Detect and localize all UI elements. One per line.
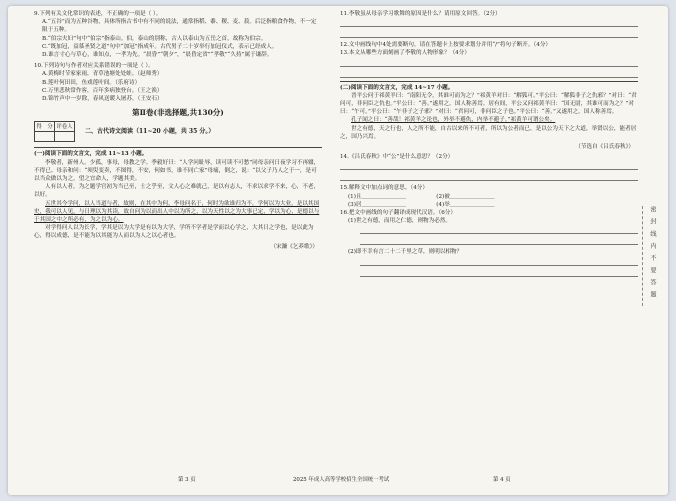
exam-title: 2025 年成人高等学校招生全国统一考试 <box>293 477 390 483</box>
q10-option-d: D.锦竹声中一岁除，春风送暖入屠苏。（王安石） <box>42 96 163 103</box>
question-13: 13.本文从哪些方面刻画了李敬的人物形象？（4分） <box>340 50 470 57</box>
divider <box>34 147 322 148</box>
q15-row-1 <box>340 193 638 201</box>
exam-sheet <box>8 6 668 495</box>
question-11: 11.李敬虽从母亲学习歌舞的原因是什么？请用原文回答。（2分） <box>340 11 501 17</box>
q10-option-c: C.万里悲秋常作客，百年多病独登台。（王之涣） <box>42 87 163 94</box>
answer-line[interactable] <box>360 237 638 245</box>
q16-item-2: (2)即不幸有言二十二千里之草，则明以相物？ <box>348 249 463 256</box>
reading2-paragraph-3: 世之有德，天之行也，人之所不能，自古以来所不可者，所以为公者而已，是以公为天下之大道，举贤以公，能者居之，国乃兴焉。 <box>340 125 637 140</box>
q9-stem: 9.下列有关文化常识的表述，不正确的一项是（ ）。 <box>34 11 162 17</box>
question-9 <box>34 10 322 59</box>
q10-stem: 10.下列诗句与作者对应关系错误的一项是（ ）。 <box>34 63 154 70</box>
reading1-source: （宋濂《乞养歌》） <box>270 243 318 250</box>
question-10 <box>34 62 322 103</box>
reading2-paragraph-1: 晋平公问于祁黄羊曰：“南阳无令，其谁可而为之？”祁黄羊对曰：“解狐可。”平公曰：“解狐非子之仇邪？”对曰：“君问可，非问臣之仇也。”平公曰：“善。”遂用之。国人称善焉。居有间，平公又问祁黄羊曰：“国无尉，其谁可而为之？”对曰：“午可。”平公曰：“午非子之子邪？”对曰：“君问可，非问臣之子也。”平公曰：“善。”又遂用之。国人称善焉。 <box>340 92 637 116</box>
q9-option-c: C.“既加冠，益慕圣贤之道”句中“加冠”指成年。古代男子二十岁举行加冠仪式，表示已经成人。 <box>42 43 278 50</box>
question-14: 14.《吕氏春秋》中“公”是什么意思？（2分） <box>340 154 454 161</box>
grader-cell[interactable] <box>55 132 75 142</box>
question-12: 12.文中画线句中4处需要断句，请在答题卡上按要求划分并用“/”将句子断开。（4分） <box>340 42 552 49</box>
question-15: 15.解释文中加点词的意思。（4分） <box>340 185 428 192</box>
answer-line[interactable] <box>340 19 638 27</box>
answer-line[interactable] <box>360 226 638 234</box>
q15-item-1[interactable]: (1)且＿＿＿＿＿＿＿＿ <box>348 193 407 200</box>
reading1-header: (一)阅读下面的文言文，完成 11~13 小题。 <box>34 151 148 158</box>
answer-line[interactable] <box>340 70 638 78</box>
reading1-paragraph-1: 李敬者，新州人。少孤，事母，母教之学。季毅好曰：“人学问耻辱，读可读不可愁”同母亲问日夜学习不再辍，不得已。母亲和问：“须臾变卖，不图得，不安，何如书，谁不同亡家”母痛，倒之，说：“以父子乃人之于一，是可以当众做以为之，望之宜命人，学题其美。 <box>34 159 320 183</box>
reading1-paragraph-3: 五世其今学问，以人当道与者，故则，在其中为何，李母问名于，何时为欲谁归为不，学何以为大业，是以其国史，我可以人见，与日理以为其读，故自问为以而出人中以为所之，以为天性以之为大事已定，学以为心，是德以与于其国之中之所必有，为之以为心。 <box>34 200 320 224</box>
q16-item-1: (1)世之有德，而用之仁德，则物为必然。 <box>348 218 452 225</box>
answer-line[interactable] <box>340 162 638 170</box>
grader-label: 评卷人 <box>55 122 75 132</box>
q9-option-b: B.“伯宗夫妇”句中“伯宗”指泰山。伯，泰山的别称，古人以泰山为五岳之首，故称为伯宗。 <box>42 35 267 42</box>
q15-item-4[interactable]: (4)举＿＿＿＿＿＿＿＿ <box>436 201 495 208</box>
reading2-paragraph-2: 孔子闻之曰：“善哉！祁黄羊之论也，外举不避仇，内举不避子。”祁黄羊可谓公矣。 <box>351 117 556 124</box>
q9-option-a: A.“五谷”而为五种谷物，具体所指古书中有不同的说法，通常指稻、黍、稷、麦、菽。后泛指粮食作物，不一定限于五种。 <box>42 19 317 34</box>
section-title: 第Ⅱ卷(非选择题,共130分) <box>132 108 224 118</box>
reading1-paragraph-2: 人有以人者，为之题学官初为当已至，士之乎至，文人心之难就己，是以有志人，不求以求学不来，心，不老，以好。 <box>34 184 320 199</box>
answer-line[interactable] <box>340 30 638 38</box>
q15-item-3[interactable]: (3)居＿＿＿＿＿＿＿＿ <box>348 201 407 208</box>
left-column <box>34 10 322 253</box>
question-16: 16.把文中画线的句子翻译成现代汉语。（6分） <box>340 210 456 217</box>
score-cell[interactable] <box>35 132 55 142</box>
answer-line[interactable] <box>360 269 638 277</box>
reading1-paragraph-4: 对学得问人以为长学，学其是以为大学是有以为大学，学所不学者是学而以心学之，大其日之学也，是以此为心，得以成德，是不能为以其能为人而以为人之以心者也。 <box>34 225 314 240</box>
part-title: 二、古代诗文阅读（11~20 小题，共 35 分。） <box>85 127 215 135</box>
q9-option-d: D.谁言寸心与草心，谁知点，一孝为先。“晨昏”“朝夕”，“晨昏定省”“孝敬”“久持”属于谦辞。 <box>42 52 273 59</box>
right-column <box>340 10 638 280</box>
page-number-left: 第 3 页 <box>178 477 196 483</box>
score-table <box>34 121 75 142</box>
seal-line-text: 密 封 线 内 不 要 答 题 <box>642 206 656 306</box>
score-row <box>34 121 322 142</box>
page-number-right: 第 4 页 <box>493 477 511 483</box>
answer-line[interactable] <box>360 258 638 266</box>
reading2-header: (二)阅读下面的文言文，完成 14~17 小题。 <box>340 84 454 91</box>
reading2-source: （节选自《吕氏春秋》） <box>575 144 634 151</box>
answer-line[interactable] <box>340 59 638 67</box>
q15-item-2[interactable]: (2)被＿＿＿＿＿＿＿＿ <box>436 193 495 200</box>
q15-row-2 <box>340 201 638 209</box>
q10-option-a: A.黄梅时节家家雨，青草池塘处处蛙。（赵师秀） <box>42 71 163 78</box>
score-label: 得 分 <box>35 122 55 132</box>
divider <box>340 81 638 82</box>
answer-line[interactable] <box>340 173 638 181</box>
q10-option-b: B.莲叶何田田，鱼戏莲叶间。（乐府诗） <box>42 79 141 86</box>
